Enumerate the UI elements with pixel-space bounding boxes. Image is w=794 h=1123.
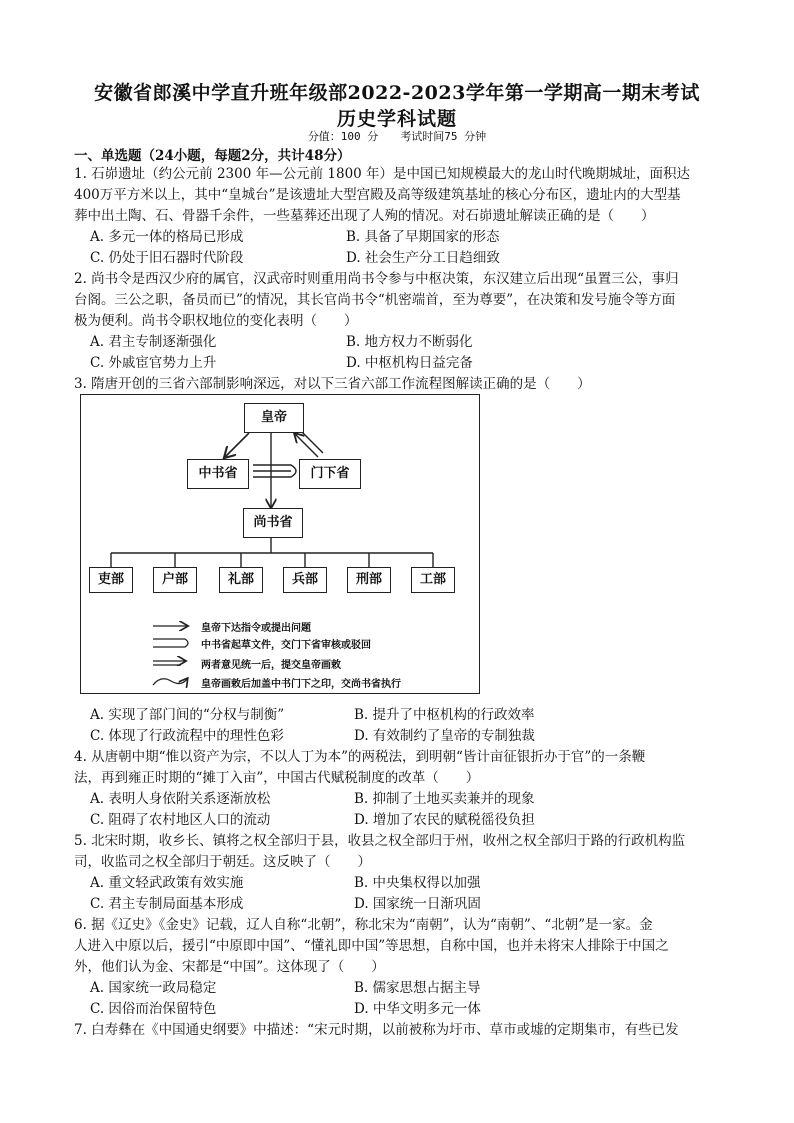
question-5-option-d[interactable]: D. 国家统一日渐巩固 — [354, 896, 481, 912]
question-1-line-2: 400万平方米以上，其中“皇城台”是该遗址大型宫殿及高等级建筑基址的核心分布区，遗址内的大型基 — [74, 187, 681, 203]
question-4-option-c[interactable]: C. 阻碍了农村地区人口的流动 — [90, 812, 271, 828]
legend-item-2: 中书省起草文件，交门下省审核或驳回 — [201, 640, 371, 651]
question-6-option-d[interactable]: D. 中华文明多元一体 — [354, 1001, 481, 1017]
score-info: 分值：100 分 — [307, 130, 379, 143]
question-2-option-d[interactable]: D. 中枢机构日益完备 — [346, 355, 473, 371]
three-departments-flowchart — [80, 394, 480, 694]
question-1-option-b[interactable]: B. 具备了早期国家的形态 — [346, 229, 500, 245]
question-2-option-c[interactable]: C. 外戚宦官势力上升 — [90, 355, 217, 371]
section-heading: 一、单选题（24小题，每题2分，共计48分） — [74, 148, 351, 164]
legend-item-3: 两者意见统一后，提交皇帝画敕 — [201, 660, 341, 671]
node-zhongshu: 中书省 — [187, 459, 249, 489]
node-libu-personnel: 吏部 — [89, 567, 133, 593]
node-xingbu: 刑部 — [347, 567, 391, 593]
node-bingbu: 兵部 — [283, 567, 327, 593]
node-hubu: 户部 — [153, 567, 197, 593]
question-5-line-2: 司，收监司之权全部归于朝廷。这反映了（ ） — [74, 854, 371, 870]
question-4-option-d[interactable]: D. 增加了农民的赋税徭役负担 — [354, 812, 535, 828]
question-6-option-b[interactable]: B. 儒家思想占据主导 — [354, 980, 481, 996]
question-5-option-a[interactable]: A. 重文轻武政策有效实施 — [90, 875, 244, 891]
question-5-option-b[interactable]: B. 中央集权得以加强 — [354, 875, 481, 891]
question-1-option-a[interactable]: A. 多元一体的格局已形成 — [90, 229, 244, 245]
question-3-option-d[interactable]: D. 有效制约了皇帝的专制独裁 — [354, 728, 535, 744]
exam-subtitle: 历史学科试题 — [336, 108, 457, 130]
node-gongbu: 工部 — [411, 567, 455, 593]
legend-item-4: 皇帝画敕后加盖中书门下之印，交尚书省执行 — [201, 679, 401, 690]
question-2-option-a[interactable]: A. 君主专制逐渐强化 — [90, 334, 217, 350]
node-libu-rites: 礼部 — [219, 567, 263, 593]
legend-item-1: 皇帝下达指令或提出问题 — [201, 623, 311, 634]
question-2-line-1: 2. 尚书令是西汉少府的属官，汉武帝时则重用尚书令参与中枢决策，东汉建立后出现“虽置三公，事归 — [74, 271, 679, 287]
question-3-option-b[interactable]: B. 提升了中枢机构的行政效率 — [354, 707, 535, 723]
node-shangshu: 尚书省 — [243, 508, 303, 538]
question-5-option-c[interactable]: C. 君主专制局面基本形成 — [90, 896, 244, 912]
question-1-line-1: 1. 石峁遗址（约公元前 2300 年—公元前 1800 年）是中国已知规模最大的龙山时代晚期城址，面积达 — [74, 166, 691, 182]
node-emperor: 皇帝 — [244, 403, 304, 433]
question-3-line-1: 3. 隋唐开创的三省六部制影响深远，对以下三省六部工作流程图解读正确的是（ ） — [74, 376, 591, 392]
question-1-option-d[interactable]: D. 社会生产分工日趋细致 — [346, 250, 500, 266]
exam-title: 安徽省郎溪中学直升班年级部2022-2023学年第一学期高一期末考试 — [94, 82, 700, 104]
question-1-line-3: 葬中出土陶、石、骨器千余件，一些墓葬还出现了人殉的情况。对石峁遗址解读正确的是（ ） — [74, 208, 655, 224]
exam-meta — [0, 128, 794, 144]
question-6-option-a[interactable]: A. 国家统一政局稳定 — [90, 980, 217, 996]
question-6-line-2: 人进入中原以后，援引“中原即中国”、“懂礼即中国”等思想，自称中国，也并未将宋人排除于中国之 — [74, 938, 669, 954]
question-7-line-1: 7. 白寿彝在《中国通史纲要》中描述：“宋元时期，以前被称为圩市、草市或墟的定期集市，有些已发 — [74, 1022, 679, 1038]
question-3-option-c[interactable]: C. 体现了行政流程中的理性色彩 — [90, 728, 284, 744]
question-4-option-a[interactable]: A. 表明人身依附关系逐渐放松 — [90, 791, 271, 807]
node-menxia: 门下省 — [299, 459, 361, 489]
question-6-line-1: 6. 据《辽史》《金史》记载，辽人自称“北朝”，称北宋为“南朝”，认为“南朝”、“北朝”是一家。金 — [74, 917, 653, 933]
question-2-line-3: 极为便利。尚书令职权地位的变化表明（ ） — [74, 313, 358, 329]
question-6-option-c[interactable]: C. 因俗而治保留特色 — [90, 1001, 217, 1017]
question-4-line-2: 法，再到雍正时期的“摊丁入亩”，中国古代赋税制度的改革（ ） — [74, 770, 480, 786]
question-3-option-a[interactable]: A. 实现了部门间的“分权与制衡” — [90, 707, 285, 723]
question-6-line-3: 外，他们认为金、宋都是“中国”。这体现了（ ） — [74, 959, 385, 975]
question-2-option-b[interactable]: B. 地方权力不断弱化 — [346, 334, 473, 350]
question-5-line-1: 5. 北宋时期，收乡长、镇将之权全部归于县，收县之权全部归于州，收州之权全部归于路的行政机构监 — [74, 833, 686, 849]
question-2-line-2: 台阁。三公之职，备员而已”的情况，其长官尚书令“机密端首，至为尊要”，在决策和发号施令等方面 — [74, 292, 676, 308]
time-info: 考试时间75 分钟 — [400, 130, 487, 143]
question-1-option-c[interactable]: C. 仍处于旧石器时代阶段 — [90, 250, 244, 266]
question-4-line-1: 4. 从唐朝中期“惟以资产为宗，不以人丁为本”的两税法，到明朝“皆计亩征银折办于官”的一条鞭 — [74, 749, 646, 765]
question-4-option-b[interactable]: B. 抑制了土地买卖兼并的现象 — [354, 791, 535, 807]
